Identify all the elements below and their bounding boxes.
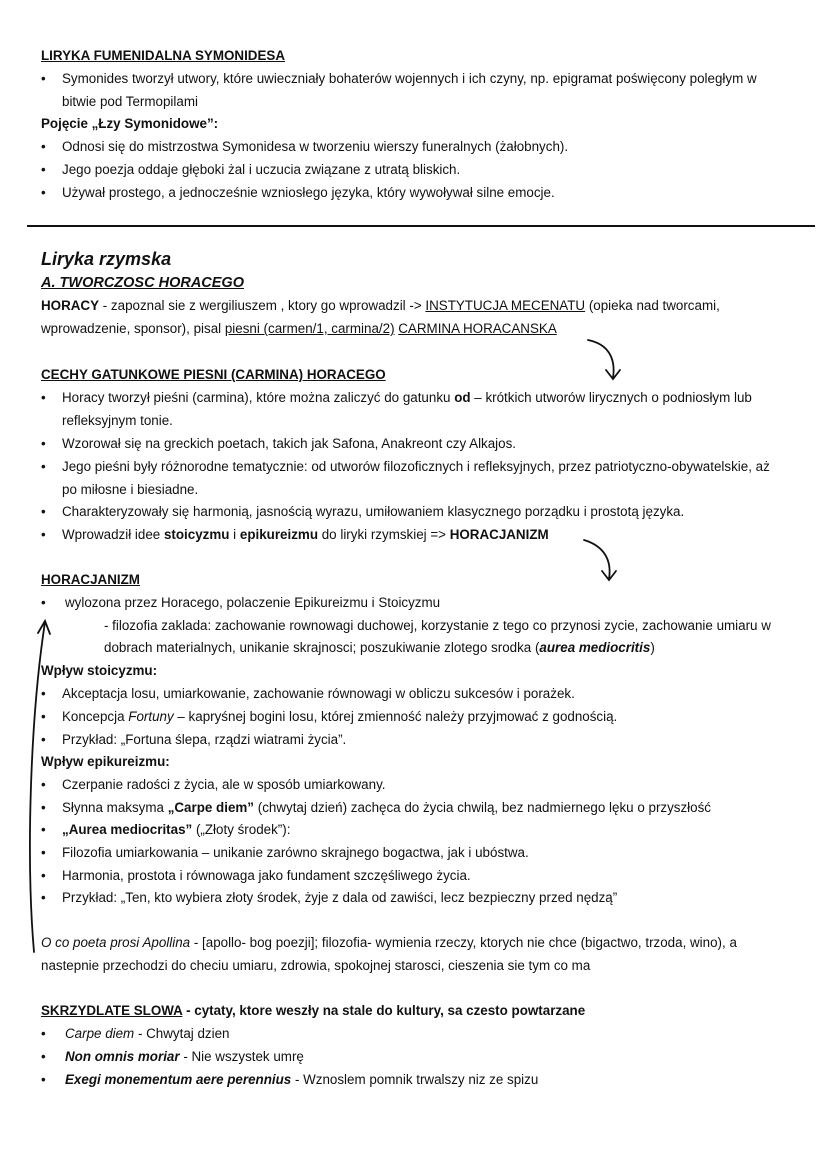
text-bold: „Carpe diem” [167, 800, 255, 815]
mecenat-term: INSTYTUCJA MECENATU [425, 298, 586, 313]
text: ) [650, 640, 655, 655]
text-bold: „Aurea mediocritas” [62, 822, 193, 837]
bullet-icon: • [41, 890, 46, 905]
carmina-term: CARMINA HORACANSKA [398, 321, 557, 336]
bullet-icon: • [41, 139, 46, 154]
bullet-icon: • [41, 436, 46, 451]
text: („Złoty środek”): [192, 822, 291, 837]
list-item-continuation: bitwie pod Termopilami [62, 94, 198, 109]
page-title: Liryka rzymska [41, 249, 172, 269]
curved-arrow-down-icon [584, 540, 616, 580]
text: - zapoznal sie z wergiliuszem , ktory go wprowadzil -> [99, 298, 426, 313]
text-bold: stoicyzmu [163, 527, 230, 542]
list-item: Odnosi się do mistrzostwa Symonidesa w tworzeniu wierszy funeralnych (żałobnych). [62, 139, 569, 154]
text-bold: od [454, 390, 471, 405]
subheading-epikureizm: Wpływ epikureizmu: [41, 754, 170, 769]
list-item-continuation: refleksyjnym tonie. [62, 413, 173, 428]
bullet-icon: • [41, 162, 46, 177]
text: – kapryśnej bogini losu, której zmienność należy przyjmować z godnością. [173, 709, 618, 724]
heading-term: SKRZYDLATE SLOWA [41, 1003, 183, 1018]
text: dobrach materialnych, unikanie skrajnosci; poszukiwanie zlotego srodka ( [104, 640, 540, 655]
section-heading-horacjanizm: HORACJANIZM [41, 572, 140, 587]
text: (chwytaj dzień) zachęca do życia chwilą, bez nadmiernego lęku o przyszłość [254, 800, 711, 815]
piesni-term: piesni (carmen/1, carmina/2) [224, 321, 395, 336]
text: Horacy tworzył pieśni (carmina), które można zaliczyć do gatunku [62, 390, 455, 405]
list-item: Charakteryzowały się harmonią, jasnością wyrazu, umiłowaniem klasycznego porządku i prostotą języka. [62, 504, 685, 519]
bullet-icon: • [41, 709, 46, 724]
list-item: wylozona przez Horacego, polaczenie Epikureizmu i Stoicyzmu [65, 595, 441, 610]
curved-arrow-up-icon [30, 621, 50, 952]
text: - [apollo- bog poezji]; filozofia- wymienia rzeczy, ktorych nie chce (bigactwo, trzoda, wino), a [190, 935, 737, 950]
bullet-icon: • [41, 868, 46, 883]
list-item: Jego pieśni były różnorodne tematycznie: od utworów filozoficznych i refleksyjnych, przez patriotyczno-obywatelskie, aż [62, 459, 770, 474]
list-item: Harmonia, prostota i równowaga jako fundament szczęśliwego życia. [62, 868, 471, 883]
text-bold-italic: aurea mediocritis [539, 640, 651, 655]
list-item-continuation: po miłosne i biesiadne. [62, 482, 199, 497]
translation: - Chwytaj dzien [134, 1026, 230, 1041]
text-bold: HORACJANIZM [449, 527, 549, 542]
text: Koncepcja [62, 709, 129, 724]
list-item: Filozofia umiarkowania – unikanie zarówno skrajnego bogactwa, jak i ubóstwa. [62, 845, 529, 860]
bullet-icon: • [41, 527, 46, 542]
subheading-lzy: Pojęcie „Łzy Symonidowe”: [41, 116, 219, 131]
list-item: Jego poezja oddaje głęboki żal i uczucia związane z utratą bliskich. [62, 162, 461, 177]
bullet-icon: • [41, 732, 46, 747]
horacy-label: HORACY [41, 298, 100, 313]
list-item: Przykład: „Fortuna ślepa, rządzi wiatrami życia”. [62, 732, 347, 747]
text: (opieka nad tworcami, [585, 298, 720, 313]
bullet-icon: • [41, 595, 46, 610]
text: Słynna maksyma [62, 800, 168, 815]
section-heading-symonides: LIRYKA FUMENIDALNA SYMONIDESA [41, 48, 286, 63]
list-item: Wzorował się na greckich poetach, takich jak Safona, Anakreont czy Alkajos. [62, 436, 517, 451]
bullet-icon: • [41, 686, 46, 701]
translation: - Wznoslem pomnik trwalszy niz ze spizu [291, 1072, 539, 1087]
list-item: Przykład: „Ten, kto wybiera złoty środek, żyje z dala od zawiści, lecz bezpieczny przed nędzą” [62, 890, 618, 905]
sub-item: - filozofia zaklada: zachowanie rownowagi duchowej, korzystanie z tego co przynosi zycie, zachowanie umiaru w [104, 618, 771, 633]
bullet-icon: • [41, 800, 46, 815]
bullet-icon: • [41, 1049, 46, 1064]
list-item: Akceptacja losu, umiarkowanie, zachowanie równowagi w obliczu sukcesów i porażek. [62, 686, 575, 701]
subheading-stoicyzm: Wpływ stoicyzmu: [41, 663, 158, 678]
apollo-paragraph-line2: nastepnie przechodzi do checiu umiaru, zdrowia, spokojnej starosci, cieszenia sie tym co ma [41, 958, 591, 973]
latin-phrase: Carpe diem [65, 1026, 135, 1041]
bullet-icon: • [41, 71, 46, 86]
bullet-icon: • [41, 1072, 46, 1087]
latin-phrase: Non omnis moriar [65, 1049, 180, 1064]
text: – krótkich utworów lirycznych o podniosłym lub [470, 390, 752, 405]
text: do liryki rzymskiej => [318, 527, 450, 542]
bullet-icon: • [41, 459, 46, 474]
text: wprowadzenie, sponsor), pisal [41, 321, 225, 336]
bullet-icon: • [41, 777, 46, 792]
bullet-icon: • [41, 1026, 46, 1041]
list-item: Używał prostego, a jednocześnie wzniosłego języka, który wywoływał silne emocje. [62, 185, 555, 200]
bullet-icon: • [41, 504, 46, 519]
text-italic: O co poeta prosi Apollina [41, 935, 191, 950]
bullet-icon: • [41, 845, 46, 860]
text-italic: Fortuny [128, 709, 174, 724]
section-heading-cechy: CECHY GATUNKOWE PIESNI (CARMINA) HORACEGO [41, 367, 386, 382]
bullet-icon: • [41, 185, 46, 200]
latin-phrase: Exegi monementum aere perennius [65, 1072, 292, 1087]
list-item: Symonides tworzył utwory, które uwieczniały bohaterów wojennych i ich czyny, np. epigramat poświęcony poległym w [62, 71, 757, 86]
text: - cytaty, ktore weszły na stale do kultury, sa czesto powtarzane [182, 1003, 586, 1018]
bullet-icon: • [41, 390, 46, 405]
text: Wprowadził idee [62, 527, 164, 542]
text: i [229, 527, 240, 542]
section-heading-a: A. TWORCZOSC HORACEGO [41, 275, 244, 291]
translation: - Nie wszystek umrę [179, 1049, 304, 1064]
curved-arrow-down-icon [588, 340, 620, 379]
bullet-icon: • [41, 822, 46, 837]
text-bold: epikureizmu [239, 527, 319, 542]
list-item: Czerpanie radości z życia, ale w sposób umiarkowany. [62, 777, 386, 792]
